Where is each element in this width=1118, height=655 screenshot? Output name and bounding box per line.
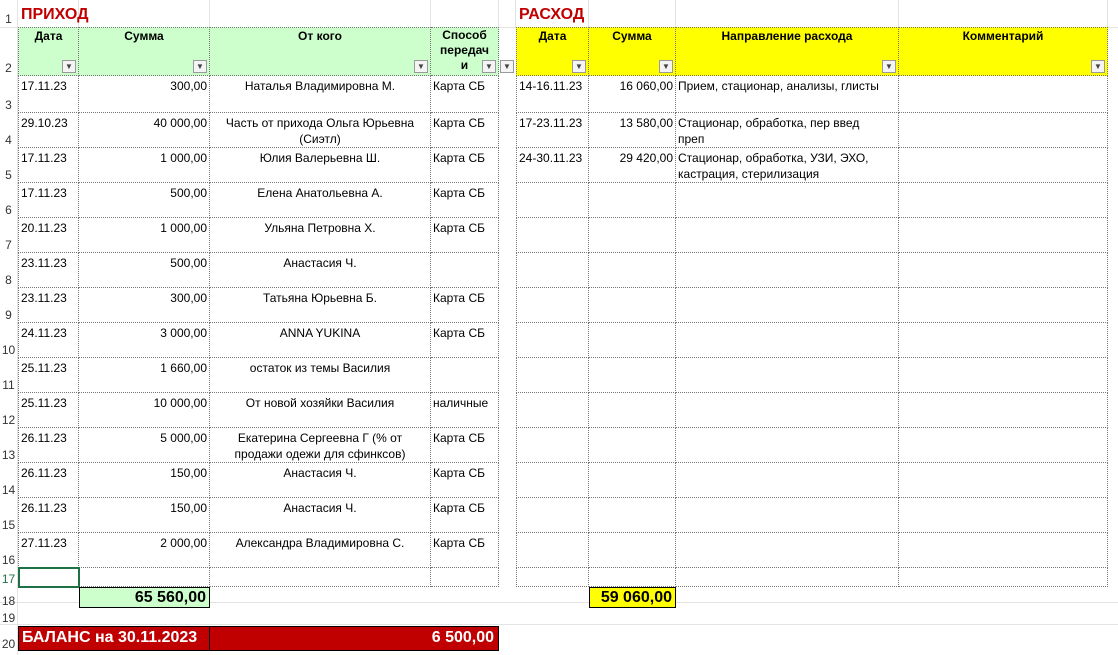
income-header-date[interactable] [18,27,79,76]
income-header-method-line1: Способ [442,28,487,42]
income-amount-cell[interactable] [79,323,210,358]
income-from-line2: (Сиэтл) [299,132,341,146]
income-date: 17.11.23 [21,186,67,200]
income-method: Карта СБ [433,186,485,200]
filter-dropdown-icon[interactable]: ▼ [1091,60,1105,73]
income-from-cell[interactable] [210,253,431,288]
income-date: 27.11.23 [21,536,67,550]
income-from: Александра Владимировна С. [235,536,405,550]
expense-amount-cell[interactable] [589,498,676,533]
income-method: Карта СБ [433,79,485,93]
expense-direction-cell[interactable] [676,218,899,253]
row-header[interactable]: 14 [1,483,16,497]
expense-date-cell[interactable] [516,253,589,288]
expense-date-cell[interactable] [516,533,589,568]
expense-header-date[interactable] [516,27,589,76]
income-amount: 500,00 [170,256,207,270]
income-from: Татьяна Юрьевна Б. [262,291,378,305]
expense-comment-cell[interactable] [899,113,1108,148]
income-date-cell[interactable] [18,113,79,148]
expense-direction-cell[interactable] [676,533,899,568]
expense-header-direction[interactable] [676,27,899,76]
income-method: Карта СБ [433,431,485,445]
expense-amount-cell[interactable] [589,393,676,428]
expense-amount: 13 580,00 [619,116,673,130]
expense-amount: 29 420,00 [619,151,673,165]
income-method-cell[interactable] [431,148,499,183]
income-amount: 1 000,00 [160,151,207,165]
income-header-method-line2: передач [440,43,489,57]
income-amount-cell[interactable] [79,533,210,568]
expense-date-cell[interactable] [516,568,589,587]
income-from-cell[interactable] [210,498,431,533]
income-date: 23.11.23 [21,291,67,305]
expense-date: 17-23.11.23 [519,116,583,130]
income-from-cell[interactable] [210,393,431,428]
income-from: Юлия Валерьевна Ш. [259,151,381,165]
income-method-cell[interactable] [431,393,499,428]
income-method-cell[interactable] [431,358,499,393]
income-method-cell[interactable] [431,533,499,568]
expense-comment-cell[interactable] [899,76,1108,113]
selected-cell[interactable] [18,567,80,588]
expense-direction: Стационар, обработка, пер введ [678,116,860,130]
expense-direction-cell[interactable] [676,113,899,148]
expense-total[interactable]: 59 060,00 [589,587,676,608]
income-date-cell[interactable] [18,393,79,428]
income-from-cell[interactable] [210,568,431,587]
row-header[interactable]: 12 [1,413,16,427]
expense-amount-cell[interactable] [589,533,676,568]
expense-comment-cell[interactable] [899,253,1108,288]
income-date-cell[interactable] [18,76,79,113]
expense-direction-cell[interactable] [676,323,899,358]
row-header[interactable]: 13 [1,448,16,462]
income-amount: 5 000,00 [160,431,207,445]
income-date-cell[interactable] [18,498,79,533]
expense-amount: 16 060,00 [619,79,673,93]
income-method: Карта СБ [433,536,485,550]
expense-date-cell[interactable] [516,463,589,498]
income-method-cell[interactable] [431,288,499,323]
income-amount: 500,00 [170,186,207,200]
expense-header-comment[interactable] [899,27,1108,76]
income-amount-cell[interactable] [79,148,210,183]
balance-value[interactable]: 6 500,00 [209,626,499,651]
expense-header-amount[interactable] [589,27,676,76]
expense-comment-cell[interactable] [899,358,1108,393]
income-amount: 300,00 [170,291,207,305]
filter-dropdown-icon[interactable]: ▼ [482,60,496,73]
row-header[interactable]: 18 [1,594,16,608]
expense-direction-cell[interactable] [676,358,899,393]
income-from: Анастасия Ч. [283,256,357,270]
expense-direction: Прием, стационар, анализы, глисты [678,79,879,93]
expense-amount-cell[interactable] [589,218,676,253]
income-amount-cell[interactable] [79,288,210,323]
income-from: Часть от прихода Ольга Юрьевна [225,116,415,130]
income-method-cell[interactable] [431,498,499,533]
income-amount-cell[interactable] [79,113,210,148]
expense-comment-cell[interactable] [899,393,1108,428]
income-from: Анастасия Ч. [283,466,357,480]
row-header[interactable]: 9 [5,308,12,322]
income-header-amount[interactable] [79,27,210,76]
income-amount: 1 660,00 [160,361,207,375]
income-from: Наталья Владимировна М. [244,79,396,93]
income-from: ANNA YUKINA [279,326,361,340]
income-date: 23.11.23 [21,256,67,270]
income-date: 26.11.23 [21,466,67,480]
income-date: 29.10.23 [21,116,68,130]
income-date-cell[interactable] [18,323,79,358]
balance-label[interactable]: БАЛАНС на 30.11.2023 [18,626,210,651]
income-header-method[interactable] [431,27,499,76]
income-from: От новой хозяйки Василия [245,396,395,410]
expense-amount-cell[interactable] [589,463,676,498]
income-header-amount-label: Сумма [124,29,164,43]
expense-date-cell[interactable] [516,183,589,218]
row-header[interactable]: 6 [5,203,12,217]
expense-comment-cell[interactable] [899,428,1108,463]
income-date-cell[interactable] [18,183,79,218]
expense-date-cell[interactable] [516,323,589,358]
row-header[interactable]: 4 [5,133,12,147]
income-date: 25.11.23 [21,396,67,410]
expense-amount-cell[interactable] [589,428,676,463]
income-amount: 300,00 [170,79,207,93]
expense-amount-cell[interactable] [589,358,676,393]
income-method-cell[interactable] [431,183,499,218]
income-method-cell[interactable] [431,568,499,587]
expense-date-cell[interactable] [516,218,589,253]
income-amount-cell[interactable] [79,428,210,463]
filter-dropdown-icon[interactable]: ▼ [414,60,428,73]
expense-date-cell[interactable] [516,113,589,148]
row-header[interactable]: 7 [5,238,12,252]
expense-direction-cell[interactable] [676,568,899,587]
row-header[interactable]: 17 [1,572,16,586]
row-header[interactable]: 8 [5,273,12,287]
expense-comment-cell[interactable] [899,183,1108,218]
income-from: остаток из темы Василия [249,361,391,375]
expense-amount-cell[interactable] [589,76,676,113]
income-from-cell[interactable] [210,148,431,183]
income-date-cell[interactable] [18,218,79,253]
row-header[interactable]: 20 [1,637,16,651]
income-method-cell[interactable] [431,323,499,358]
income-date: 17.11.23 [21,151,67,165]
income-from: Анастасия Ч. [283,501,357,515]
income-method-cell[interactable] [431,463,499,498]
income-from: Елена Анатольевна А. [257,186,383,200]
income-total[interactable]: 65 560,00 [79,587,210,608]
row-header[interactable]: 5 [5,168,12,182]
income-method-cell[interactable] [431,253,499,288]
income-date-cell[interactable] [18,288,79,323]
row-header[interactable]: 10 [1,343,16,357]
income-method-cell[interactable] [431,218,499,253]
income-date: 20.11.23 [21,221,67,235]
income-amount-cell[interactable] [79,76,210,113]
income-from-cell[interactable] [210,323,431,358]
income-method-cell[interactable] [431,76,499,113]
expense-comment-cell[interactable] [899,533,1108,568]
expense-date-cell[interactable] [516,288,589,323]
expense-header-comment-label: Комментарий [962,29,1044,43]
income-date-cell[interactable] [18,148,79,183]
income-amount-cell[interactable] [79,218,210,253]
income-header-from[interactable] [210,27,431,76]
expense-direction-cell[interactable] [676,148,899,183]
income-amount: 40 000,00 [153,116,207,130]
income-amount-cell[interactable] [79,393,210,428]
income-amount-cell[interactable] [79,183,210,218]
income-method: Карта СБ [433,501,485,515]
expense-direction-cell[interactable] [676,393,899,428]
expense-comment-cell[interactable] [899,568,1108,587]
income-amount: 150,00 [170,466,207,480]
expense-direction-cell[interactable] [676,428,899,463]
income-from-cell[interactable] [210,463,431,498]
expense-date-cell[interactable] [516,393,589,428]
income-date-cell[interactable] [18,533,79,568]
expense-comment-cell[interactable] [899,148,1108,183]
row-header[interactable]: 3 [5,98,12,112]
income-date-cell[interactable] [18,428,79,463]
income-date-cell[interactable] [18,253,79,288]
income-amount-cell[interactable] [79,463,210,498]
row-header[interactable]: 15 [1,518,16,532]
income-from-cell[interactable] [210,183,431,218]
income-amount: 3 000,00 [160,326,207,340]
expense-direction-cell[interactable] [676,498,899,533]
expense-direction-cell[interactable] [676,288,899,323]
expense-header-date-label: Дата [538,29,567,43]
expense-direction-line2: преп [678,132,705,146]
income-header-from-label: От кого [298,29,342,43]
expense-title: РАСХОД [519,6,585,23]
expense-direction-line2: кастрация, стерилизация [678,167,820,181]
filter-dropdown-icon[interactable]: ▼ [193,60,207,73]
income-from-line2: продажи одежи для сфинксов) [234,447,406,461]
income-amount: 10 000,00 [153,396,207,410]
row-header[interactable]: 1 [5,12,12,26]
income-method: Карта СБ [433,221,485,235]
expense-amount-cell[interactable] [589,148,676,183]
expense-comment-cell[interactable] [899,288,1108,323]
expense-amount-cell[interactable] [589,183,676,218]
income-method: Карта СБ [433,116,485,130]
filter-dropdown-icon[interactable]: ▼ [659,60,673,73]
income-date: 26.11.23 [21,501,67,515]
income-title: ПРИХОД [21,6,89,23]
expense-header-amount-label: Сумма [612,29,652,43]
income-header-method-line3: и [460,58,469,72]
filter-dropdown-icon[interactable]: ▼ [62,60,76,73]
filter-dropdown-icon[interactable]: ▼ [882,60,896,73]
income-from-cell[interactable] [210,428,431,463]
income-date: 17.11.23 [21,79,67,93]
expense-date: 14-16.11.23 [519,79,583,93]
expense-comment-cell[interactable] [899,498,1108,533]
income-from-cell[interactable] [210,533,431,568]
row-header[interactable]: 2 [5,61,12,75]
income-amount-cell[interactable] [79,498,210,533]
expense-date-cell[interactable] [516,498,589,533]
income-from-cell[interactable] [210,113,431,148]
expense-amount-cell[interactable] [589,113,676,148]
income-amount-cell[interactable] [79,253,210,288]
expense-date-cell[interactable] [516,428,589,463]
income-method: наличные [433,396,489,410]
income-amount: 1 000,00 [160,221,207,235]
income-from-cell[interactable] [210,358,431,393]
expense-header-direction-label: Направление расхода [721,29,853,43]
income-amount: 150,00 [170,501,207,515]
income-date: 26.11.23 [21,431,67,445]
expense-amount-cell[interactable] [589,288,676,323]
expense-date: 24-30.11.23 [519,151,583,165]
expense-date-cell[interactable] [516,358,589,393]
expense-direction: Стационар, обработка, УЗИ, ЭХО, [678,151,869,165]
expense-comment-cell[interactable] [899,218,1108,253]
expense-comment-cell[interactable] [899,323,1108,358]
income-method: Карта СБ [433,326,485,340]
filter-dropdown-icon[interactable]: ▼ [572,60,586,73]
row-header[interactable]: 11 [2,378,15,392]
expense-amount-cell[interactable] [589,253,676,288]
expense-direction-cell[interactable] [676,463,899,498]
income-from: Ульяна Петровна Х. [264,221,376,235]
expense-amount-cell[interactable] [589,568,676,587]
expense-date-cell[interactable] [516,148,589,183]
row-header[interactable]: 16 [1,553,16,567]
expense-direction-cell[interactable] [676,183,899,218]
income-amount: 2 000,00 [160,536,207,550]
income-header-date-label: Дата [34,29,63,43]
expense-amount-cell[interactable] [589,323,676,358]
income-method-cell[interactable] [431,428,499,463]
filter-dropdown-icon[interactable]: ▼ [500,60,514,73]
income-from-cell[interactable] [210,76,431,113]
income-method: Карта СБ [433,151,485,165]
income-amount-cell[interactable] [79,568,210,587]
income-from-cell[interactable] [210,218,431,253]
income-from-cell[interactable] [210,288,431,323]
income-date-cell[interactable] [18,358,79,393]
income-method-cell[interactable] [431,113,499,148]
income-amount-cell[interactable] [79,358,210,393]
expense-direction-cell[interactable] [676,76,899,113]
row-header[interactable]: 19 [1,611,16,625]
expense-date-cell[interactable] [516,76,589,113]
income-date-cell[interactable] [18,463,79,498]
income-date: 24.11.23 [21,326,67,340]
expense-direction-cell[interactable] [676,253,899,288]
income-from: Екатерина Сергеевна Г (% от [237,431,403,445]
expense-comment-cell[interactable] [899,463,1108,498]
income-date: 25.11.23 [21,361,67,375]
income-method: Карта СБ [433,466,485,480]
income-method: Карта СБ [433,291,485,305]
